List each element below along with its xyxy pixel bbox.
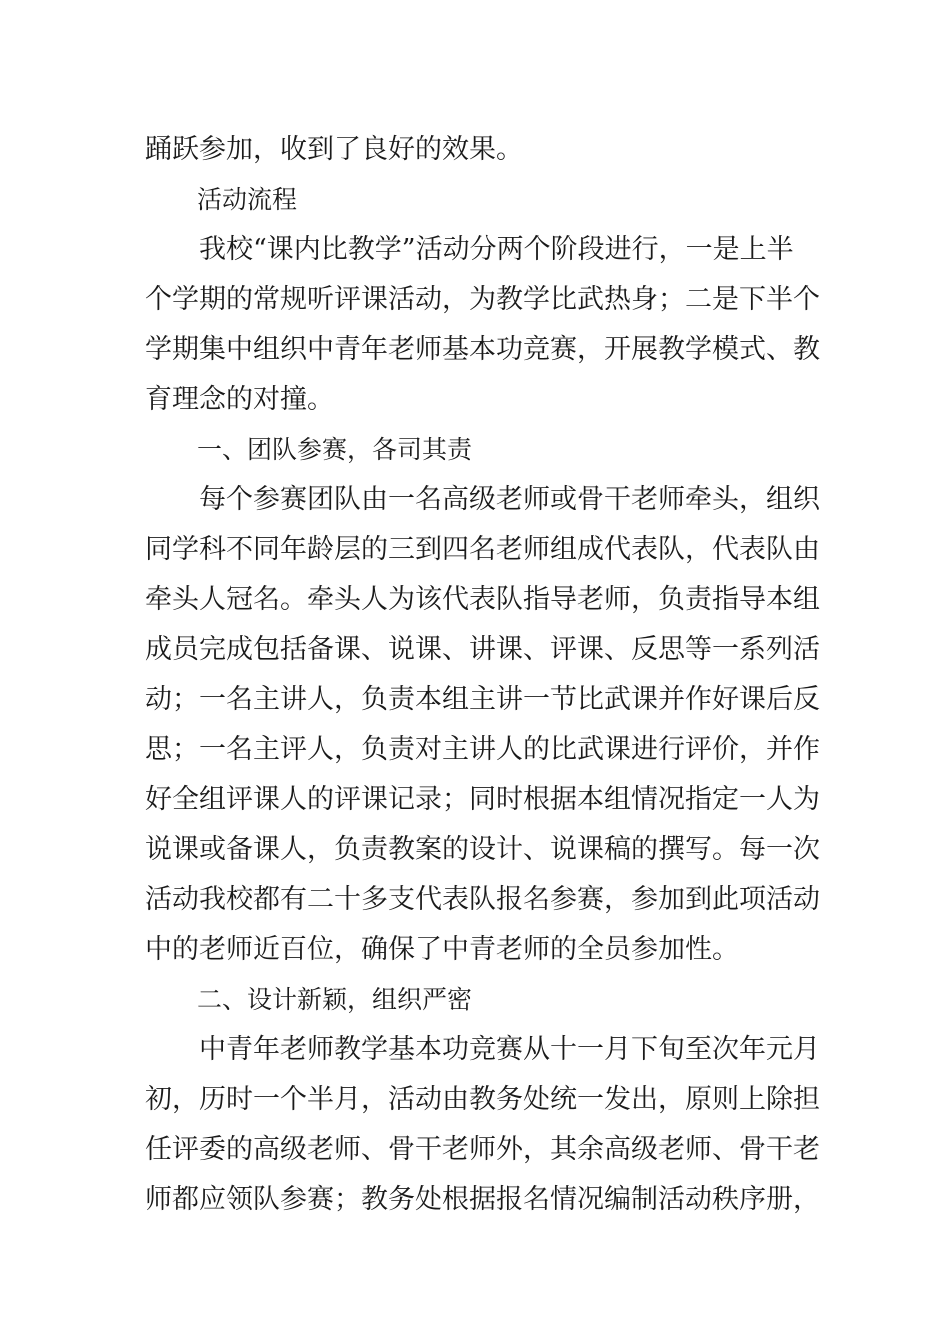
paragraph-first-line: 每个参赛团队由一名高级老师或骨干老师牵头，组织 [199, 484, 820, 515]
paragraph-first-line: 我校“课内比教学”活动分两个阶段进行，一是上半 [199, 234, 794, 265]
text-line: 牵头人冠名。牵头人为该代表队指导老师，负责指导本组 [145, 584, 820, 615]
text-line: 个学期的常规听评课活动，为教学比武热身；二是下半个 [145, 284, 820, 315]
text-line: 好全组评课人的评课记录；同时根据本组情况指定一人为 [145, 784, 820, 815]
paragraph-first-line: 中青年老师教学基本功竞赛从十一月下旬至次年元月 [199, 1034, 820, 1065]
section-heading: 活动流程 [197, 185, 298, 214]
text-line: 中的老师近百位，确保了中青老师的全员参加性。 [145, 934, 739, 965]
text-line: 任评委的高级老师、骨干老师外，其余高级老师、骨干老 [145, 1134, 820, 1165]
text-line: 初，历时一个半月，活动由教务处统一发出，原则上除担 [145, 1084, 820, 1115]
text-line: 同学科不同年龄层的三到四名老师组成代表队，代表队由 [145, 534, 820, 565]
section-heading: 一、团队参赛，各司其责 [197, 435, 473, 464]
text-line: 说课或备课人，负责教案的设计、说课稿的撰写。每一次 [145, 834, 820, 865]
text-line: 思；一名主评人，负责对主讲人的比武课进行评价，并作 [145, 734, 820, 765]
section-heading: 二、设计新颖，组织严密 [197, 985, 473, 1014]
text-line: 成员完成包括备课、说课、讲课、评课、反思等一系列活 [145, 634, 820, 665]
text-line: 师都应领队参赛；教务处根据报名情况编制活动秩序册， [145, 1184, 820, 1215]
text-line: 活动我校都有二十多支代表队报名参赛，参加到此项活动 [145, 884, 820, 915]
text-line: 踊跃参加，收到了良好的效果。 [145, 134, 523, 165]
text-line: 育理念的对撞。 [145, 384, 334, 415]
text-line: 动；一名主讲人，负责本组主讲一节比武课并作好课后反 [145, 684, 820, 715]
text-line: 学期集中组织中青年老师基本功竞赛，开展教学模式、教 [145, 334, 820, 365]
